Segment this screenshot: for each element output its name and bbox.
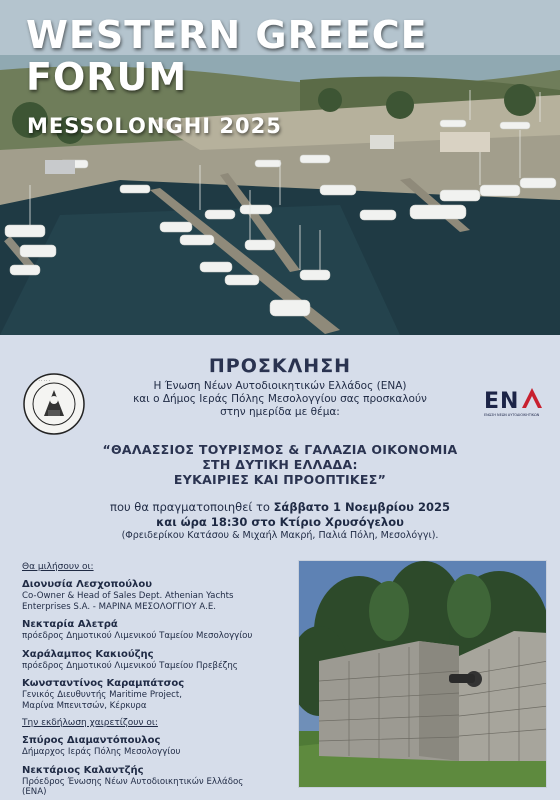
- greeter-item: [22, 735, 292, 758]
- invitation-heading: ΠΡΟΣΚΛΗΣΗ: [208, 355, 352, 377]
- svg-text:ΕΝΩΣΗ ΝΕΩΝ ΑΥΤΟΔΙΟΙΚΗΤΙΚΩΝ: ΕΝΩΣΗ ΝΕΩΝ ΑΥΤΟΔΙΟΙΚΗΤΙΚΩΝ: [484, 413, 540, 417]
- when-time-venue: και ώρα 18:30 στο Κτίριο Χρυσόγελου: [156, 515, 404, 529]
- fortification-photo: [298, 560, 547, 788]
- speaker-item: [22, 649, 292, 672]
- event-theme: [60, 442, 500, 487]
- intro-line2: και ο Δήμος Ιεράς Πόλης Μεσολογγίου σας προσκαλούν: [133, 393, 427, 405]
- invitation-intro: [110, 380, 450, 419]
- greeter-role: Πρόεδρος Ένωσης Νέων Αυτοδιοικητικών Ελλάδος: [22, 776, 244, 787]
- theme-line3: ΕΥΚΑΙΡΙΕΣ ΚΑΙ ΠΡΟΟΠΤΙΚΕΣ”: [173, 472, 387, 487]
- svg-text:· · · · · ·: · · · · · ·: [36, 378, 50, 383]
- intro-line3: στην ημερίδα με θέμα:: [220, 406, 340, 418]
- ena-logo: [482, 386, 552, 420]
- speaker-item: [22, 619, 292, 642]
- speaker-item: [22, 579, 292, 612]
- speaker-role: Γενικός Διευθυντής Maritime Project,: [22, 690, 182, 700]
- speaker-name: Κωνσταντίνος Καραμπάτσος: [22, 678, 185, 689]
- when-date: Σάββατο 1 Νοεμβρίου 2025: [273, 500, 450, 514]
- greeter-role: Δήμαρχος Ιεράς Πόλης Μεσολογγίου: [22, 747, 181, 757]
- municipality-seal-logo: [22, 372, 86, 436]
- speaker-role: Co-Owner & Head of Sales Dept. Athenian Yachts: [22, 591, 234, 601]
- greeters-label: Την εκδήλωση χαιρετίζουν οι:: [22, 718, 158, 728]
- speaker-name: Διονυσία Λεσχοπούλου: [22, 579, 153, 590]
- greeter-item: [22, 765, 292, 798]
- event-title-line1: WESTERN GREECE: [26, 13, 428, 57]
- greeter-role: (ΕΝΑ): [22, 787, 47, 797]
- speaker-role: Μαρίνα Μπενιτσών, Κέρκυρα: [22, 700, 147, 711]
- event-title-line2: FORUM: [26, 55, 188, 99]
- when-prefix: που θα πραγματοποιηθεί το: [110, 500, 274, 514]
- speakers-section: [22, 562, 292, 800]
- speaker-role: Enterprises S.A. - ΜΑΡΙΝΑ ΜΕΣΟΛΟΓΓΙΟΥ Α.Ε.: [22, 601, 216, 612]
- event-address: (Φρειδερίκου Κατάσου & Μιχαήλ Μακρή, Παλιά Πόλη, Μεσολόγγι).: [121, 530, 439, 541]
- greeter-name: Νεκτάριος Καλαντζής: [22, 764, 144, 776]
- svg-text:E: E: [484, 389, 500, 414]
- greeter-name: Σπύρος Διαμαντόπουλος: [22, 735, 161, 746]
- theme-line1: “ΘΑΛΑΣΣΙΟΣ ΤΟΥΡΙΣΜΟΣ & ΓΑΛΑΖΙΑ ΟΙΚΟΝΟΜΙΑ: [102, 442, 458, 457]
- event-title: [26, 14, 428, 98]
- speakers-label: Θα μιλήσουν οι:: [22, 562, 94, 572]
- event-when: [60, 500, 500, 530]
- speaker-role: πρόεδρος Δημοτικού Λιμενικού Ταμείου Μεσολογγίου: [22, 631, 253, 641]
- intro-line1: Η Ένωση Νέων Αυτοδιοικητικών Ελλάδος (ΕΝΑ): [153, 380, 407, 392]
- stone-fortress-illustration: [299, 561, 547, 788]
- theme-line2: ΣΤΗ ΔΥΤΙΚΗ ΕΛΛΑΔΑ:: [202, 457, 358, 472]
- speaker-name: Νεκταρία Αλετρά: [22, 619, 118, 630]
- hero-photo-marina: [0, 0, 560, 335]
- speaker-name: Χαράλαμπος Κακιούζης: [22, 648, 154, 660]
- svg-text:N: N: [500, 389, 519, 414]
- speaker-role: πρόεδρος Δημοτικού Λιμενικού Ταμείου Πρεβέζης: [22, 660, 238, 671]
- event-subtitle: MESSOLONGHI 2025: [27, 114, 282, 138]
- speaker-item: [22, 678, 292, 711]
